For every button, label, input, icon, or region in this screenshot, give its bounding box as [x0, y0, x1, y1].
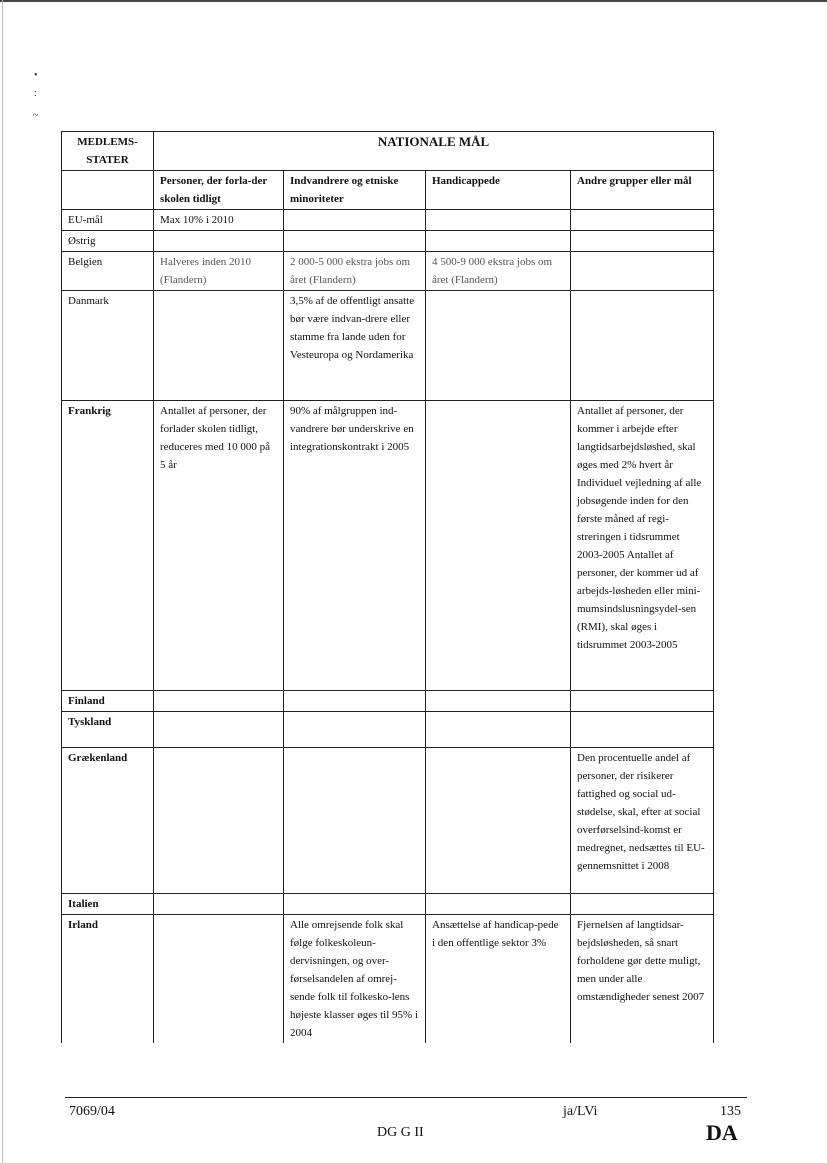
member-state: Italien [62, 894, 154, 915]
table-row [62, 894, 714, 915]
table-row [62, 231, 714, 252]
cell-disabled [426, 894, 571, 915]
table-row [62, 712, 714, 748]
table-row [62, 210, 714, 231]
top-border [0, 0, 827, 2]
table-row [62, 748, 714, 894]
member-state: EU-mål [62, 210, 154, 231]
language-code: DA [706, 1120, 738, 1145]
cell-immigrants [284, 691, 426, 712]
scan-mark: • [34, 70, 38, 81]
cell-early-leavers [154, 712, 284, 748]
empty-cell [62, 171, 154, 210]
member-state: Danmark [62, 291, 154, 401]
subheader-immigrants: Indvandrere og etniske minoriteter [284, 171, 426, 210]
cell-other: Fjernelsen af langtidsar-bejdsløsheden, så snart forholdene gør dette muligt, men under alle omstændigheder senest 2007 [571, 915, 714, 1044]
cell-disabled [426, 210, 571, 231]
cell-immigrants: 2 000-5 000 ekstra jobs om året (Flandern) [284, 252, 426, 291]
member-state: Østrig [62, 231, 154, 252]
cell-disabled [426, 748, 571, 894]
subheader-disabled: Handicappede [426, 171, 571, 210]
member-state: Grækenland [62, 748, 154, 894]
table-row [62, 291, 714, 401]
cell-other [571, 252, 714, 291]
document-number: 7069/04 [69, 1104, 115, 1119]
reference: ja/LVi [563, 1104, 598, 1119]
table-row [62, 401, 714, 691]
cell-disabled: Ansættelse af handicap-pede i den offentlige sektor 3% [426, 915, 571, 1044]
cell-early-leavers [154, 691, 284, 712]
cell-early-leavers [154, 894, 284, 915]
national-goals-title: NATIONALE MÅL [154, 132, 714, 171]
member-state: Tyskland [62, 712, 154, 748]
table-row [62, 915, 714, 1044]
cell-immigrants [284, 748, 426, 894]
cell-immigrants [284, 231, 426, 252]
cell-early-leavers [154, 748, 284, 894]
cell-early-leavers: Max 10% i 2010 [154, 210, 284, 231]
cell-immigrants: 90% af målgruppen ind-vandrere bør underskrive en integrationskontrakt i 2005 [284, 401, 426, 691]
page-number: 135 [720, 1104, 741, 1119]
cell-early-leavers [154, 915, 284, 1044]
cell-disabled [426, 712, 571, 748]
cell-immigrants [284, 712, 426, 748]
cell-disabled [426, 691, 571, 712]
cell-disabled: 4 500-9 000 ekstra jobs om året (Flandern) [426, 252, 571, 291]
scan-mark: ~ [33, 110, 39, 121]
cell-other [571, 691, 714, 712]
member-state: Belgien [62, 252, 154, 291]
table-header-row [62, 132, 714, 171]
cell-other [571, 291, 714, 401]
cell-other: Antallet af personer, der kommer i arbejde efter langtidsarbejdsløshed, skal øges med 2% hvert år Individuel vejledning af alle jobsøgende inden for den første måned af regi-streringen i tidsrummet 2003-2005 Antallet af personer, der kommer ud af arbejds-løsheden eller mini-mumsindslusningsydel-sen (RMI), skal øges i tidsrummet 2003-2005 [571, 401, 714, 691]
table-row [62, 691, 714, 712]
cell-other: Den procentuelle andel af personer, der risikerer fattighed og social ud-stødelse, skal, efter at social overførselsind-komst er medregnet, nedsættes til EU-gennemsnittet i 2008 [571, 748, 714, 894]
table-row [62, 252, 714, 291]
cell-early-leavers [154, 291, 284, 401]
subheader-other-groups: Andre grupper eller mål [571, 171, 714, 210]
cell-disabled [426, 401, 571, 691]
left-scan-edge [2, 0, 3, 1163]
cell-immigrants: Alle omrejsende folk skal følge folkeskoleun-dervisningen, og over-førselsandelen af omrej-sende folk til folkesko-lens højeste klasser øges til 95% i 2004 [284, 915, 426, 1044]
goals-table [61, 131, 714, 1043]
member-states-header: MEDLEMS-STATER [62, 132, 154, 171]
cell-other [571, 894, 714, 915]
table-subheader-row [62, 171, 714, 210]
cell-immigrants: 3,5% af de offentligt ansatte bør være indvan-drere eller stamme fra lande uden for Vesteuropa og Nordamerika [284, 291, 426, 401]
cell-other [571, 210, 714, 231]
member-state: Frankrig [62, 401, 154, 691]
cell-other [571, 712, 714, 748]
scan-mark: : [34, 88, 37, 99]
cell-disabled [426, 231, 571, 252]
cell-early-leavers: Antallet af personer, der forlader skolen tidligt, reduceres med 10 000 på 5 år [154, 401, 284, 691]
subheader-early-school-leavers: Personer, der forla-der skolen tidligt [154, 171, 284, 210]
cell-immigrants [284, 210, 426, 231]
member-state: Finland [62, 691, 154, 712]
cell-other [571, 231, 714, 252]
cell-disabled [426, 291, 571, 401]
cell-immigrants [284, 894, 426, 915]
cell-early-leavers: Halveres inden 2010 (Flandern) [154, 252, 284, 291]
member-state: Irland [62, 915, 154, 1044]
footer-rule [65, 1097, 747, 1098]
cell-early-leavers [154, 231, 284, 252]
directorate: DG G II [377, 1125, 424, 1140]
